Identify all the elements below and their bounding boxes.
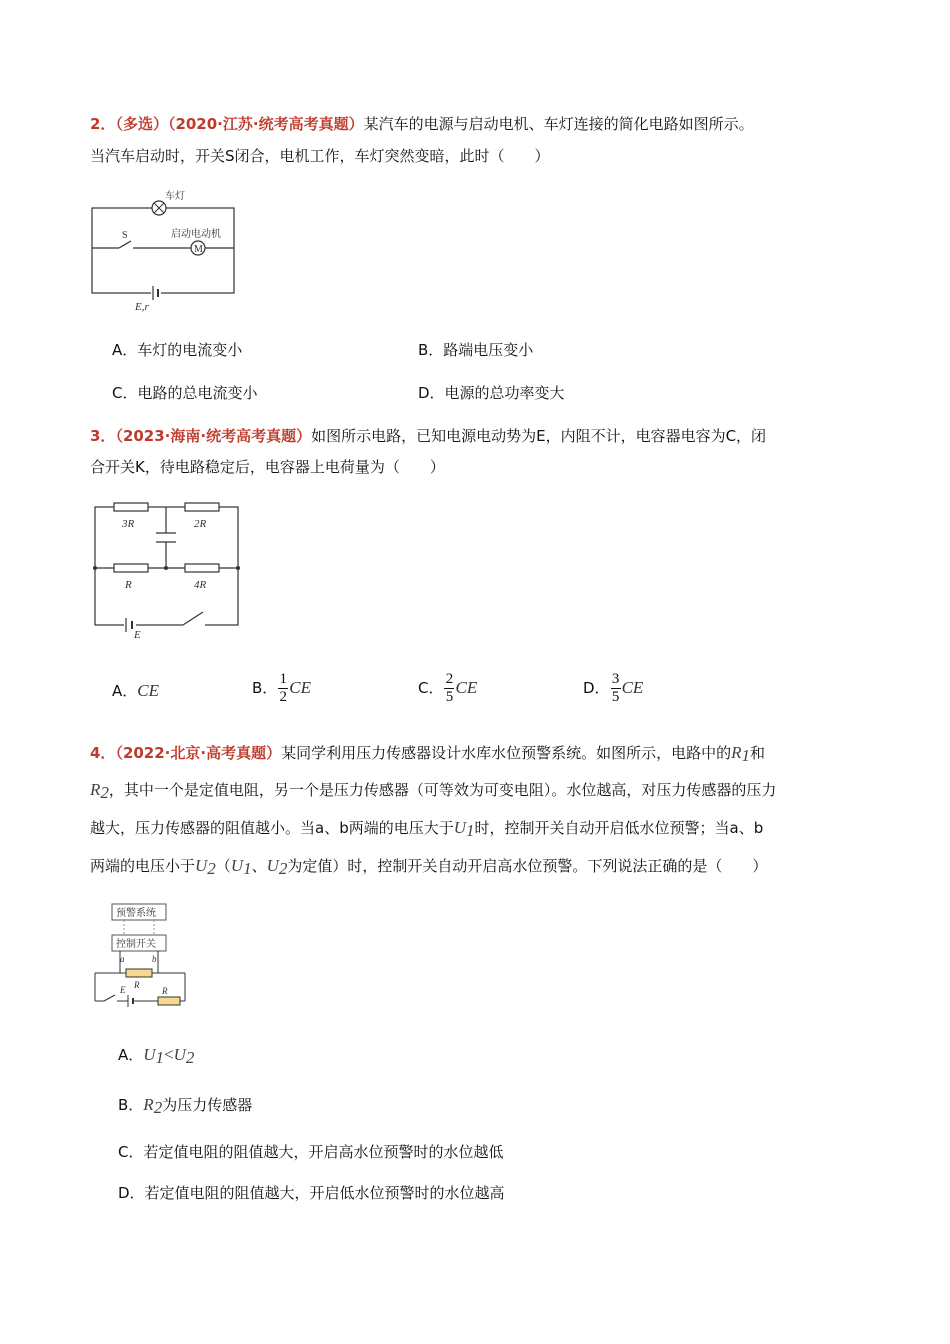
- q2-text-1: 某汽车的电源与启动电机、车灯连接的简化电路如图所示。: [363, 115, 754, 133]
- q2-circuit-diagram: [85, 185, 245, 315]
- q4-number: 4．: [90, 744, 116, 762]
- q3-number: 3．: [90, 427, 116, 445]
- q3-option-b[interactable]: B． $\frac{1}{2}$ CE: [252, 671, 312, 705]
- q2-line2: 当汽车启动时，开关S闭合，电机工作，车灯突然变暗，此时（ ）: [90, 147, 550, 165]
- q4-line1: 4．（2022·北京·高考真题）某同学利用压力传感器设计水库水位预警系统。如图所示，电路中的R1和: [90, 743, 766, 765]
- q4-option-c[interactable]: C．若定值电阻的阻值越大，开启高水位预警时的水位越低: [118, 1143, 504, 1161]
- svg-text:2R: 2R: [194, 518, 207, 530]
- q4-option-a[interactable]: A．U1<U2: [118, 1045, 195, 1067]
- fraction: $\frac{3}{5}$: [611, 671, 620, 705]
- q4-option-d[interactable]: D．若定值电阻的阻值越大，开启低水位预警时的水位越高: [118, 1184, 505, 1202]
- switch: [104, 995, 115, 1001]
- motor-label: 启动电动机: [171, 229, 221, 240]
- q3-option-d[interactable]: D． $\frac{3}{5}$ CE: [583, 671, 644, 705]
- q4-source-tag: （2022·北京·高考真题）: [115, 744, 282, 762]
- q4-circuit-diagram: [90, 900, 200, 1008]
- q3-option-a[interactable]: A．CE: [112, 681, 159, 700]
- svg-text:R: R: [125, 579, 132, 591]
- q2-number: 2．: [90, 115, 116, 133]
- svg-text:R: R: [134, 980, 140, 990]
- source-label: E,r: [135, 301, 149, 313]
- svg-text:R: R: [162, 986, 168, 996]
- q2-source-tag: （多选）（2020·江苏·统考高考真题）: [115, 115, 364, 133]
- q2-option-c[interactable]: C．电路的总电流变小: [112, 384, 258, 402]
- resistor-2r: [185, 503, 219, 511]
- resistor-3r: [114, 503, 148, 511]
- q4-line3: 越大，压力传感器的阻值越小。当a、b两端的电压大于U1时，控制开关自动开启低水位预警；当a、b: [90, 818, 764, 840]
- fraction: $\frac{1}{2}$: [279, 671, 288, 705]
- q3-option-c[interactable]: C． $\frac{2}{5}$ CE: [418, 671, 478, 705]
- q3-source-tag: （2023·海南·统考高考真题）: [115, 427, 312, 445]
- svg-text:控制开关: 控制开关: [116, 939, 156, 950]
- q2-option-a[interactable]: A．车灯的电流变小: [112, 341, 243, 359]
- svg-text:M: M: [194, 244, 203, 255]
- q4-line4: 两端的电压小于U2（U1、U2为定值）时，控制开关自动开启高水位预警。下列说法正确的是（ ）: [90, 856, 768, 878]
- q3-text-1: 如图所示电路，已知电源电动势为E，内阻不计，电容器电容为C，闭: [311, 427, 767, 445]
- svg-text:E: E: [120, 985, 126, 995]
- q3-circuit-diagram: [90, 500, 245, 640]
- q2-option-b[interactable]: B．路端电压变小: [418, 341, 534, 359]
- svg-text:4R: 4R: [194, 579, 207, 591]
- q3-line1: [90, 425, 766, 447]
- switch-s: [119, 241, 131, 248]
- svg-text:a: a: [120, 954, 125, 964]
- svg-text:预警系统: 预警系统: [116, 908, 156, 919]
- q3-line2: 合开关K，待电路稳定后，电容器上电荷量为（ ）: [90, 458, 445, 476]
- resistor-r2: [158, 997, 180, 1005]
- resistor-r: [114, 564, 148, 572]
- q2-line1: [90, 113, 754, 135]
- svg-text:E: E: [134, 629, 141, 640]
- switch-label: S: [122, 230, 128, 241]
- q4-line2: R2，其中一个是定值电阻，另一个是压力传感器（可等效为可变电阻）。水位越高，对压力传感器的压力: [90, 780, 777, 802]
- q4-option-b[interactable]: B．R2为压力传感器: [118, 1095, 253, 1117]
- resistor-4r: [185, 564, 219, 572]
- svg-text:b: b: [152, 954, 157, 964]
- lamp-label: 车灯: [165, 191, 185, 202]
- svg-text:3R: 3R: [122, 518, 135, 530]
- resistor-r1: [126, 969, 152, 977]
- q2-option-d[interactable]: D．电源的总功率变大: [418, 384, 565, 402]
- fraction: $\frac{2}{5}$: [445, 671, 454, 705]
